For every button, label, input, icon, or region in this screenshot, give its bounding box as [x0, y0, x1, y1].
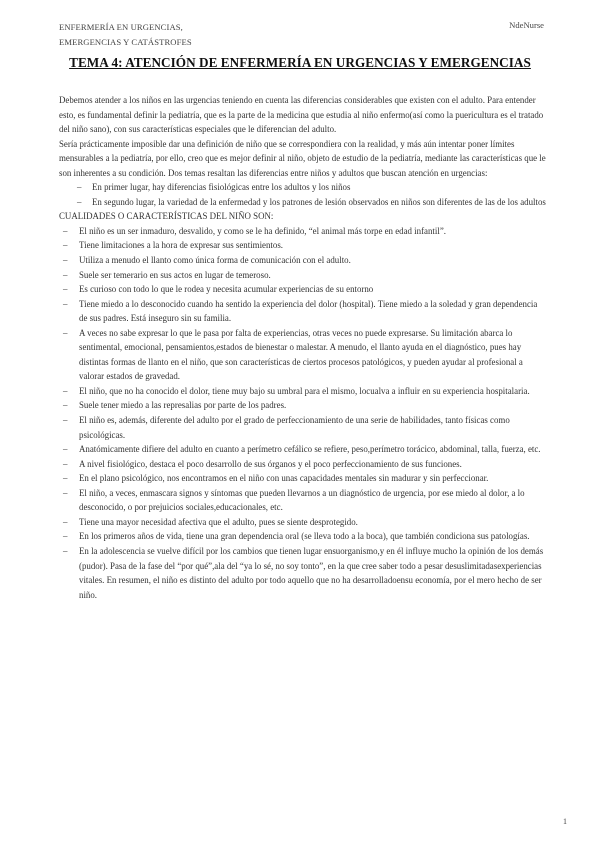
page-title: TEMA 4: ATENCIÓN DE ENFERMERÍA EN URGENCIAS Y EMERGENCIAS	[69, 55, 531, 70]
list-item-text: Tiene limitaciones a la hora de expresar sus sentimientos.	[79, 240, 283, 251]
list-item-text: A veces no sabe expresar lo que le pasa por falta de experiencias, otras veces no puede expresarse. Su limitación abarca lo sentimental, emocional, pensamientos,estados de bienestar o malestar. A menudo, el llanto ayuda en el diagnóstico, pues hay distintas formas de llanto en el niño, que son características de ciertos procesos patológicos, y pueden ayudar al profesional a valorar estados de gravedad.	[79, 327, 523, 382]
list-item-text: En el plano psicológico, nos encontramos en el niño con unas capacidades mentales sin madurar y sin perfeccionar.	[79, 473, 489, 484]
list-item-text: En la adolescencia se vuelve difícil por los cambios que tienen lugar ensuorganismo,y en él influye mucho la opinión de los demás (pudor). Pasa de la fase del “por qué”,ala del “ya lo sé, no soy tonto”, en la que cree saber todo a pesar desuslimitadasexperiencias vitales. En resumen, el niño es distinto del adulto por todo aquello que no ha desarrolladoensu economía, por el mero hecho de ser niño.	[79, 545, 544, 600]
header-line-2: EMERGENCIAS Y CATÁSTROFES	[59, 36, 192, 47]
list-item	[59, 180, 547, 195]
list-item	[59, 471, 547, 486]
bullet-dash: –	[63, 531, 68, 542]
header-author: NdeNurse	[509, 20, 544, 30]
list-item	[59, 253, 547, 268]
list-item-text: Es curioso con todo lo que le rodea y necesita acumular experiencias de su entorno	[79, 284, 374, 295]
list-item-text: El niño es un ser inmaduro, desvalido, y como se le ha definido, “el animal más torpe en edad infantil”.	[79, 225, 446, 236]
bullet-dash: –	[63, 284, 68, 295]
list-item-text: A nivel fisiológico, destaca el poco desarrollo de sus órganos y el poco perfeccionamiento de sus funciones.	[79, 458, 462, 469]
bullet-dash: –	[63, 444, 68, 455]
list-item	[59, 384, 547, 399]
list-item-text: El niño, que no ha conocido el dolor, tiene muy bajo su umbral para el mismo, locualva a influir en su experiencia hospitalaria.	[79, 385, 530, 396]
bullet-dash: –	[77, 196, 82, 207]
list-item	[59, 457, 547, 472]
bullet-dash: –	[63, 516, 68, 527]
list-item-text: El niño es, además, diferente del adulto por el grado de perfeccionamiento de una serie de habilidades, tanto físicas como psicológicas.	[79, 415, 510, 440]
list-item	[59, 413, 547, 442]
list-item	[59, 224, 547, 239]
list-item	[59, 544, 547, 602]
qualities-list	[59, 224, 547, 602]
list-item-text: En primer lugar, hay diferencias fisiológicas entre los adultos y los niños	[92, 182, 351, 193]
list-item-text: Tiene una mayor necesidad afectiva que el adulto, pues se siente desprotegido.	[79, 516, 358, 527]
list-item-text: En segundo lugar, la variedad de la enfermedad y los patrones de lesión observados en niños son diferentes de las de los adultos	[92, 196, 546, 207]
list-item-text: Tiene miedo a lo desconocido cuando ha sentido la experiencia del dolor (hospital). Tiene miedo a la soledad y gran dependencia de sus padres. Está inseguro sin su familia.	[79, 298, 538, 324]
list-item-text: El niño, a veces, enmascara signos y síntomas que pueden llevarnos a un diagnóstico de urgencia, por ese miedo al dolor, a lo desconocido, o por prejuicios sociales,educacionales, etc.	[79, 487, 525, 513]
differences-list	[59, 180, 547, 209]
bullet-dash: –	[63, 327, 68, 338]
bullet-dash: –	[63, 225, 68, 236]
list-item	[59, 326, 547, 384]
document-body	[59, 93, 547, 602]
bullet-dash: –	[63, 385, 68, 396]
list-item-text: Suele tener miedo a las represalias por parte de los padres.	[79, 400, 287, 411]
bullet-dash: –	[63, 458, 68, 469]
list-item	[59, 297, 547, 326]
intro-paragraph-2: Sería prácticamente imposible dar una definición de niño que se correspondiera con la realidad, y más aún intentar poner límites mensurables a la pediatría, por ello, creo que es mejor definir al niño, objeto de estudio de la pediatría, mediante las características que le son inherentes a su condición. Dos temas resaltan las diferencias entre niños y adultos que buscan atención en urgencias:	[59, 138, 546, 178]
list-item	[59, 486, 547, 515]
list-item-text: Anatómicamente difiere del adulto en cuanto a perímetro cefálico se refiere, peso,perímetro torácico, abdominal, talla, fuerza, etc.	[79, 444, 541, 455]
list-item	[59, 282, 547, 297]
bullet-dash: –	[63, 255, 68, 266]
header-line-1: ENFERMERÍA EN URGENCIAS,	[59, 22, 183, 32]
bullet-dash: –	[63, 298, 68, 309]
list-item	[59, 515, 547, 530]
bullet-dash: –	[63, 415, 68, 426]
list-item-text: Utiliza a menudo el llanto como única forma de comunicación con el adulto.	[79, 255, 351, 266]
bullet-dash: –	[63, 240, 68, 251]
section-heading: CUALIDADES O CARACTERÍSTICAS DEL NIÑO SON:	[59, 211, 274, 222]
intro-paragraph: Debemos atender a los niños en las urgencias teniendo en cuenta las diferencias considerables que existen con el adulto. Para entender esto, es fundamental definir la pediatría, que es la parte de la medicina que estudia al niño enfermo(así como la puericultura es el tratado del niño sano), con sus características especiales que le diferencian del adulto.	[59, 95, 544, 135]
bullet-dash: –	[63, 545, 68, 556]
list-item-text: En los primeros años de vida, tiene una gran dependencia oral (se lleva todo a la boca), que también condiciona sus patologías.	[79, 531, 530, 542]
bullet-dash: –	[63, 487, 68, 498]
header-course-title	[59, 20, 192, 49]
list-item	[59, 268, 547, 283]
bullet-dash: –	[63, 269, 68, 280]
list-item-text: Suele ser temerario en sus actos en lugar de temeroso.	[79, 269, 271, 280]
bullet-dash: –	[63, 473, 68, 484]
list-item	[59, 195, 547, 210]
bullet-dash: –	[77, 182, 82, 193]
list-item	[59, 442, 547, 457]
bullet-dash: –	[63, 400, 68, 411]
list-item	[59, 398, 547, 413]
list-item	[59, 529, 547, 544]
page-number: 1	[563, 817, 567, 826]
list-item	[59, 238, 547, 253]
